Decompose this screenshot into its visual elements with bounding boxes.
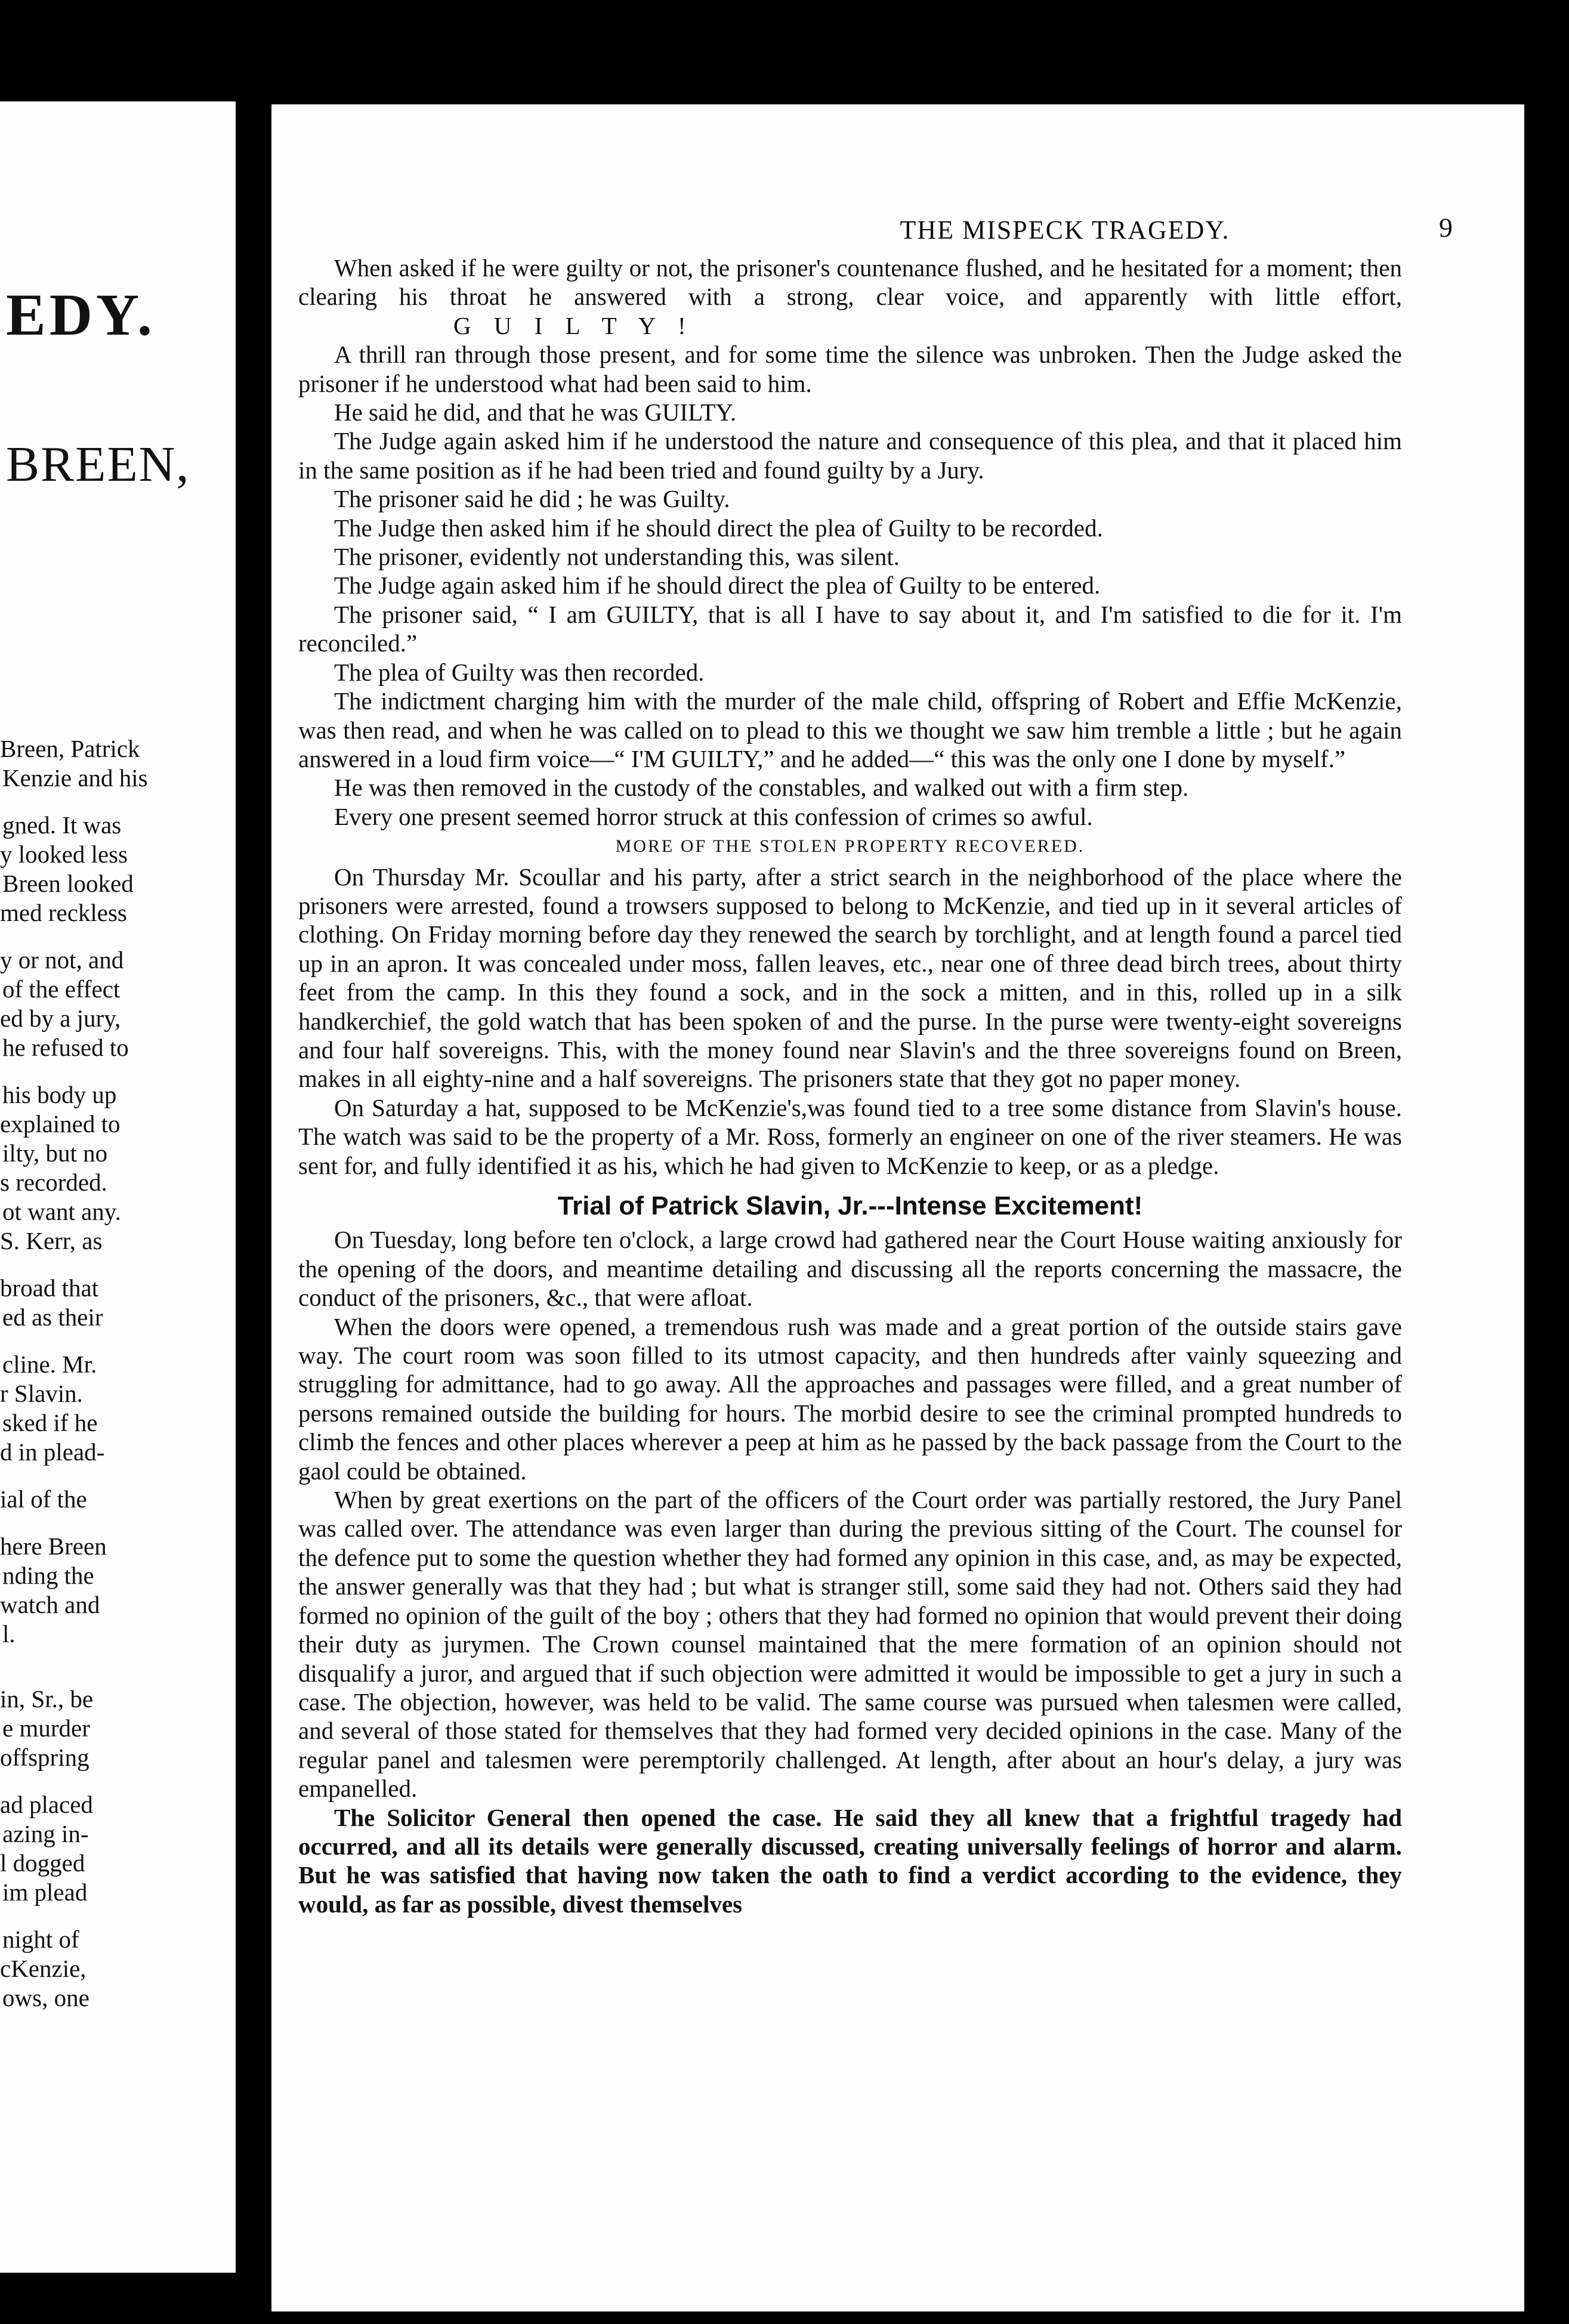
left-page-line: ilty, but no (2, 1139, 108, 1167)
left-page-line: Breen looked (2, 870, 134, 897)
paragraph: A thrill ran through those present, and for some time the silence was unbroken. Then the Judge asked the prisoner if he understood what had been said to him. (298, 341, 1402, 397)
right-page (271, 104, 1524, 2311)
left-page-line: s recorded. (0, 1169, 107, 1196)
paragraph: The Solicitor General then opened the case. He said they all knew that a frightful tragedy had occurred, and all its details were generally discussed, creating universally feelings of horror and alarm. But he was satisfied that having now taken the oath to find a verdict according to the evidence, they would, as far as possible, divest themselves (298, 1803, 1402, 1918)
paragraph: The prisoner, evidently not understanding this, was silent. (334, 543, 900, 571)
left-page-line: watch and (0, 1591, 100, 1618)
running-header: THE MISPECK TRAGEDY. (900, 215, 1230, 245)
paragraph: The Judge then asked him if he should direct the plea of Guilty to be recorded. (334, 514, 1103, 542)
paragraph: The indictment charging him with the murder of the male child, offspring of Robert and Effie McKenzie, was then read, and when he was called on to plead to this we thought we saw him tremble a little ; but he again answered in a loud firm voice—“ I'M GUILTY,” and he added—“ this was the only one I done by myself.” (298, 687, 1402, 772)
left-page-line: night of (2, 1926, 79, 1953)
left-page-line: in, Sr., be (0, 1685, 94, 1713)
section-subheading: MORE OF THE STOLEN PROPERTY RECOVERED. (615, 836, 1085, 857)
paragraph: The Judge again asked him if he should direct the plea of Guilty to be entered. (334, 571, 1101, 599)
paragraph: On Saturday a hat, supposed to be McKenzie's,was found tied to a tree some distance from Slavin's house. The watch was said to be the property of a Mr. Ross, formerly an engineer on one of the river steamers. He was sent for, and fully identified it as his, which he had given to McKenzie to keep, or as a pledge. (298, 1093, 1402, 1179)
left-page-line: l. (2, 1620, 16, 1648)
paragraph: He was then removed in the custody of the constables, and walked out with a firm step. (334, 774, 1189, 802)
left-page-line: azing in- (2, 1820, 89, 1847)
paragraph: When asked if he were guilty or not, the prisoner's countenance flushed, and he hesitated for a moment; then clearing his throat he answered with a strong, clear voice, and apparently with little effort, G U I L T Y ! (298, 254, 1402, 339)
left-page-line: S. Kerr, as (0, 1227, 103, 1254)
left-page-line: cKenzie, (0, 1955, 87, 1982)
left-page-line: sked if he (2, 1409, 98, 1436)
paragraph: The Judge again asked him if he understood the nature and consequence of this plea, and that it placed him in the same position as if he had been tried and found guilty by a Jury. (298, 427, 1402, 484)
left-page-line: of the effect (2, 975, 121, 1003)
left-page-line: ad placed (0, 1791, 93, 1818)
left-page-title-fragment: EDY. (6, 282, 156, 348)
paragraph: When the doors were opened, a tremendous rush was made and a great portion of the outside stairs gave way. The court room was soon filled to its utmost capacity, and then hundreds after vainly squeezing and struggling for admittance, had to go away. All the approaches and passages were filled, and a great number of persons remained outside the building for hours. The morbid desire to see the criminal prompted hundreds to climb the fences and other places wherever a peep at him as he passed by the back passage from the Court to the gaol could be obtained. (298, 1312, 1402, 1485)
section-heading: Trial of Patrick Slavin, Jr.---Intense Excitement! (557, 1191, 1143, 1220)
paragraph: The prisoner said he did ; he was Guilty. (334, 485, 730, 513)
paragraph: When by great exertions on the part of the officers of the Court order was partially restored, the Jury Panel was called over. The attendance was even larger than during the previous sitting of the Court. The counsel for the defence put to some the question whether they had formed any opinion in this case, and, as may be expected, the answer generally was that they had ; but what is stranger still, some said they had not. Others said they had formed no opinion of the guilt of the boy ; others that they had formed no opinion that would prevent their doing their duty as jurymen. The Crown counsel maintained that the mere formation of an opinion should not disqualify a juror, and argued that if such objection were admitted it would be impossible to get a jury in such a case. The objection, however, was held to be valid. The same course was pursued when talesmen were called, and several of those stated for themselves that they had formed very decided opinions in the case. Many of the regular panel and talesmen were peremptorily challenged. At length, after about an hour's delay, a jury was empanelled. (298, 1486, 1402, 1803)
left-page-line: offspring (0, 1744, 89, 1771)
text-column (298, 254, 1402, 1918)
left-page-line: gned. It was (2, 811, 122, 839)
left-page-line: ot want any. (2, 1198, 121, 1225)
left-page-line: his body up (2, 1081, 117, 1108)
left-page-name-fragment: BREEN, (6, 437, 190, 492)
left-page-line: broad that (0, 1274, 99, 1302)
left-page-line: ial of the (0, 1485, 87, 1513)
left-page-line: l dogged (0, 1849, 85, 1877)
left-page-line: ed by a jury, (0, 1005, 121, 1032)
left-page-line: Kenzie and his (2, 764, 148, 792)
paragraph: On Tuesday, long before ten o'clock, a large crowd had gathered near the Court House waiting anxiously for the opening of the doors, and meantime detailing and discussing all the reports concerning the massacre, the conduct of the prisoners, &c., that were afloat. (298, 1226, 1402, 1312)
left-page-line: he refused to (2, 1034, 129, 1061)
guilty-emphasis: G U I L T Y ! (453, 311, 694, 339)
paragraph: The prisoner said, “ I am GUILTY, that is all I have to say about it, and I'm satisfied to die for it. I'm reconciled.” (298, 600, 1402, 657)
left-page-line: here Breen (0, 1532, 107, 1560)
left-page (0, 101, 236, 2273)
left-page-line: im plead (2, 1878, 88, 1906)
left-page-line: Breen, Patrick (0, 735, 140, 762)
left-page-line: ows, one (2, 1984, 89, 2011)
left-page-line: r Slavin. (0, 1380, 83, 1407)
page-number: 9 (1439, 212, 1453, 243)
left-page-line: explained to (0, 1110, 121, 1138)
left-page-line: d in plead- (0, 1438, 105, 1466)
left-page-line: y looked less (0, 840, 128, 868)
paragraph: He said he did, and that he was GUILTY. (334, 398, 737, 427)
left-page-line: e murder (2, 1714, 90, 1742)
paragraph: Every one present seemed horror struck at this confession of crimes so awful. (334, 802, 1093, 830)
paragraph: The plea of Guilty was then recorded. (334, 658, 705, 686)
left-page-line: nding the (2, 1562, 94, 1589)
left-page-line: med reckless (0, 899, 127, 926)
paragraph: On Thursday Mr. Scoullar and his party, after a strict search in the neighborhood of the place where the prisoners were arrested, found a trowsers supposed to belong to McKenzie, and tied up in it several articles of clothing. On Friday morning before day they renewed the search by torchlight, and at length found a parcel tied up in an apron. It was concealed under moss, fallen leaves, etc., near one of three dead birch trees, about thirty feet from the camp. In this they found a sock, and in the sock a mitten, and in this, rolled up in a silk handkerchief, the gold watch that has been spoken of and the purse. In the purse were twenty-eight sovereigns and four half sovereigns. This, with the money found near Slavin's and the three sovereigns found on Breen, makes in all eighty-nine and a half sovereigns. The prisoners state that they got no paper money. (298, 863, 1402, 1093)
left-page-line: ed as their (2, 1303, 103, 1331)
left-page-line: cline. Mr. (2, 1350, 97, 1378)
left-page-line: y or not, and (0, 946, 124, 974)
book-spine (236, 89, 271, 2297)
